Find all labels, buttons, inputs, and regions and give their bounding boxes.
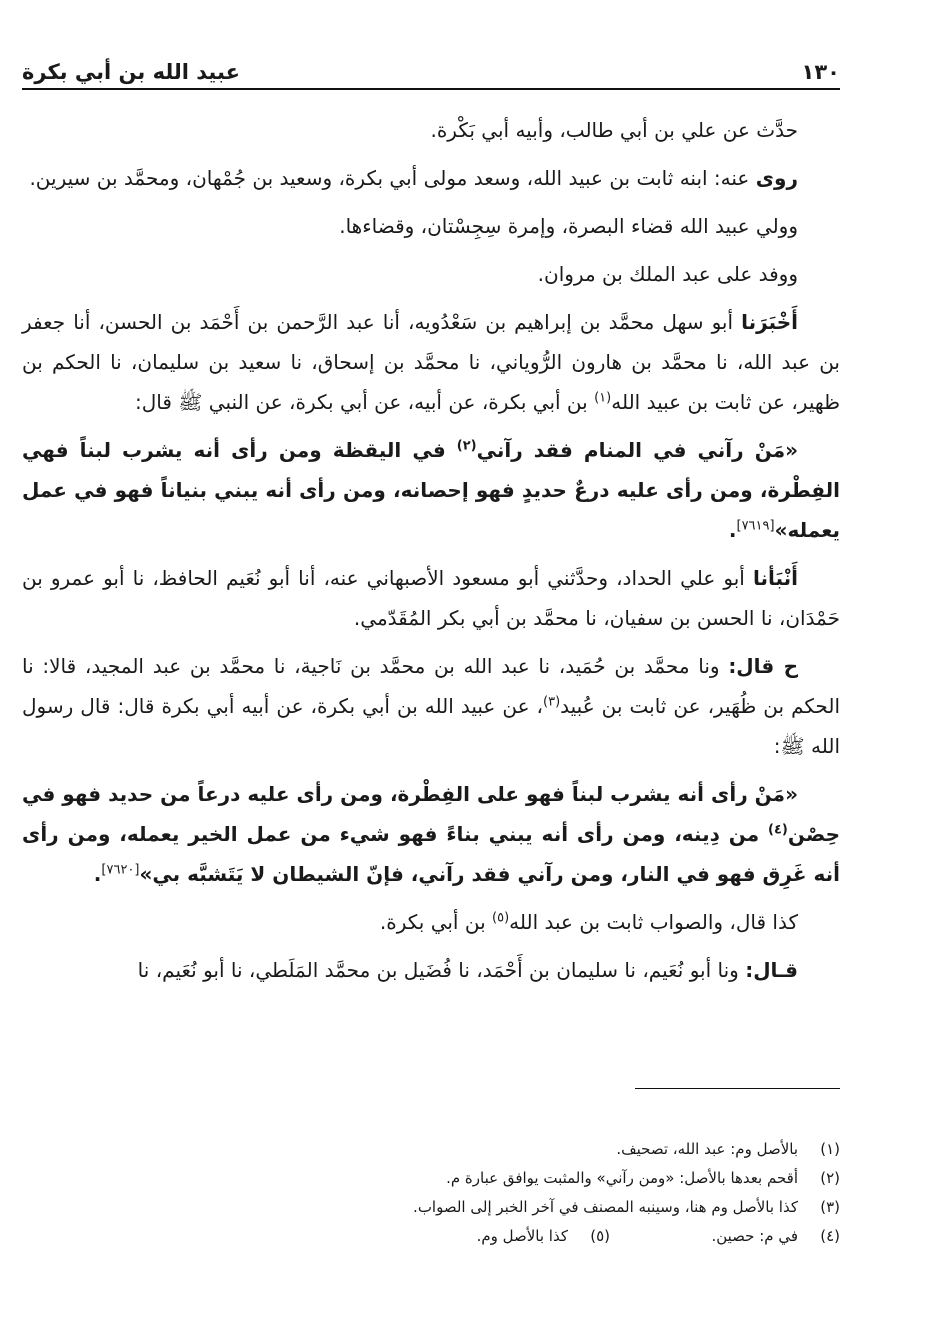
- paragraph: [22, 206, 840, 246]
- footnote-text: أقحم بعدها بالأصل: «ومن رآني» والمثبت يوافق عبارة م.: [446, 1169, 798, 1187]
- text: كذا قال، والصواب ثابت بن عبد الله: [509, 910, 798, 934]
- paragraph: [22, 254, 840, 294]
- text: ونا أبو نُعَيم، نا سليمان بن أَحْمَد، نا فُضَيل بن محمَّد المَلَطي، نا أبو نُعَيم، نا: [137, 958, 746, 982]
- text: «مَنْ رأى أنه يشرب لبناً فهو على الفِطْرة، ومن رأى عليه درعاً من حديد فهو في حِصْن: [22, 782, 840, 846]
- lead-word: أَنْبَأنا: [752, 566, 798, 590]
- footnote-divider: [635, 1088, 840, 1089]
- lead-word: أَخْبَرَنا: [741, 310, 798, 334]
- footnote-ref: (٥): [492, 910, 510, 926]
- footnote-ref: (٣): [543, 694, 561, 710]
- footnote-ref: (٢): [456, 438, 477, 454]
- hadith-number: [٧٦٢٠]: [101, 862, 140, 878]
- footnotes: [22, 1135, 840, 1251]
- footnote-number: (٥): [590, 1227, 610, 1245]
- footnote-number: (٣): [820, 1198, 840, 1216]
- footnote-number: (٢): [820, 1169, 840, 1187]
- lead-word: روى: [755, 166, 798, 190]
- lead-word: قـال:: [745, 958, 798, 982]
- paragraph: [22, 902, 840, 942]
- hadith-text: «مَنْ رأى أنه يشرب لبناً فهو على الفِطْرة، ومن رأى عليه درعاً من حديد فهو في حِصْن$^{(٤)}$ من دِينه، ومن رأى أنه يبني بناءً فهو شيء من عمل الخير يعمله، ومن رأى أنه غَرِق فهو في النار، ومن رآني فقد رآني، فإنّ الشيطان لا يَتَشبَّه بي»[٧٦٢٠].: [22, 782, 840, 886]
- isnad-paragraph: [22, 950, 840, 990]
- footnote: [22, 1193, 840, 1222]
- running-title: عبيد الله بن أبي بكرة: [22, 60, 240, 84]
- text: من دِينه، ومن رأى أنه يبني بناءً فهو شيء من عمل الخير يعمله، ومن رأى أنه غَرِق فهو في النار، ومن رآني فقد رآني، فإنّ الشيطان لا يَتَشبَّه بي»: [22, 822, 840, 886]
- hadith-text: «مَنْ رآني في المنام فقد رآني$^{(٢)}$ في اليقظة ومن رأى أنه يشرب لبناً فهي الفِطْرة، ومن رأى عليه درعٌ حديدٍ فهو إحصانه، ومن رأى أنه يبني بنياناً فهو في عمل يعمله»[٧٦١٩].: [22, 438, 840, 542]
- footnote-text: بالأصل وم: عبد الله، تصحيف.: [616, 1140, 798, 1158]
- isnad-paragraph: [22, 646, 840, 766]
- text: بن أبي بكرة، عن أبيه، عن أبي بكرة، عن النبي ﷺ قال:: [134, 390, 595, 414]
- footnote: [610, 1222, 840, 1251]
- text: وولي عبيد الله قضاء البصرة، وإمرة سِجِسْتان، وقضاءها.: [339, 214, 798, 238]
- footnote-text: كذا بالأصل وم هنا، وسينبه المصنف في آخر الخبر إلى الصواب.: [413, 1198, 798, 1216]
- footnote-ref: (٤): [768, 822, 788, 838]
- footnote: [22, 1135, 840, 1164]
- text: ، عن عبيد الله بن أبي بكرة، عن أبيه أبي بكرة قال: قال رسول الله ﷺ:: [22, 694, 840, 758]
- text: في اليقظة ومن رأى أنه يشرب لبناً فهي الفِطْرة، ومن رأى عليه درعٌ حديدٍ فهو إحصانه، ومن رأى أنه يبني بنياناً فهو في عمل يعمله»: [22, 438, 840, 542]
- text: «مَنْ رآني في المنام فقد رآني: [476, 438, 798, 462]
- footnote-number: (١): [820, 1140, 840, 1158]
- hadith-number: [٧٦١٩]: [736, 518, 775, 534]
- main-text: [22, 110, 840, 998]
- text: ونا محمَّد بن حُمَيد، نا عبد الله بن محمَّد بن نَاجية، نا محمَّد بن عبد المجيد، قالا: نا الحكم بن ظُهَير، عن ثابت بن عُبيد: [22, 654, 840, 718]
- footnote: [380, 1222, 610, 1251]
- footnote-text: في م: حصين.: [711, 1227, 798, 1245]
- text: عنه: ابنه ثابت بن عبيد الله، وسعد مولى أبي بكرة، وسعيد بن جُمْهان، ومحمَّد بن سيرين.: [29, 166, 756, 190]
- paragraph: [22, 110, 840, 150]
- footnote: [22, 1164, 840, 1193]
- text: بن أبي بكرة.: [379, 910, 492, 934]
- page-header: [22, 40, 840, 84]
- text: أبو علي الحداد، وحدَّثني أبو مسعود الأصبهاني عنه، أنا أبو نُعَيم الحافظ، نا أبو عمرو بن حَمْدَان، نا الحسن بن سفيان، نا محمَّد بن أبي بكر المُقَدّمي.: [22, 566, 840, 630]
- text: حدَّث عن علي بن أبي طالب، وأبيه أبي بَكْرة.: [430, 118, 798, 142]
- text: ووفد على عبد الملك بن مروان.: [537, 262, 798, 286]
- footnote-row: [22, 1222, 840, 1251]
- paragraph: [22, 158, 840, 198]
- footnote-ref: (١): [594, 390, 612, 406]
- isnad-paragraph: [22, 558, 840, 638]
- lead-word: ح قال:: [728, 654, 799, 678]
- isnad-paragraph: [22, 302, 840, 422]
- page-number: ١٣٠: [801, 60, 840, 84]
- header-divider: [22, 88, 840, 90]
- footnote-number: (٤): [820, 1227, 840, 1245]
- footnote-text: كذا بالأصل وم.: [476, 1227, 568, 1245]
- text: أبو سهل محمَّد بن إبراهيم بن سَعْدُويه، أنا عبد الرَّحمن بن أَحْمَد بن الحسن، أنا جعفر بن عبد الله، نا محمَّد بن هارون الرُّوياني، نا محمَّد بن إسحاق، نا سعيد بن سليمان، نا الحكم بن ظهير، عن ثابت بن عبيد الله: [22, 310, 840, 414]
